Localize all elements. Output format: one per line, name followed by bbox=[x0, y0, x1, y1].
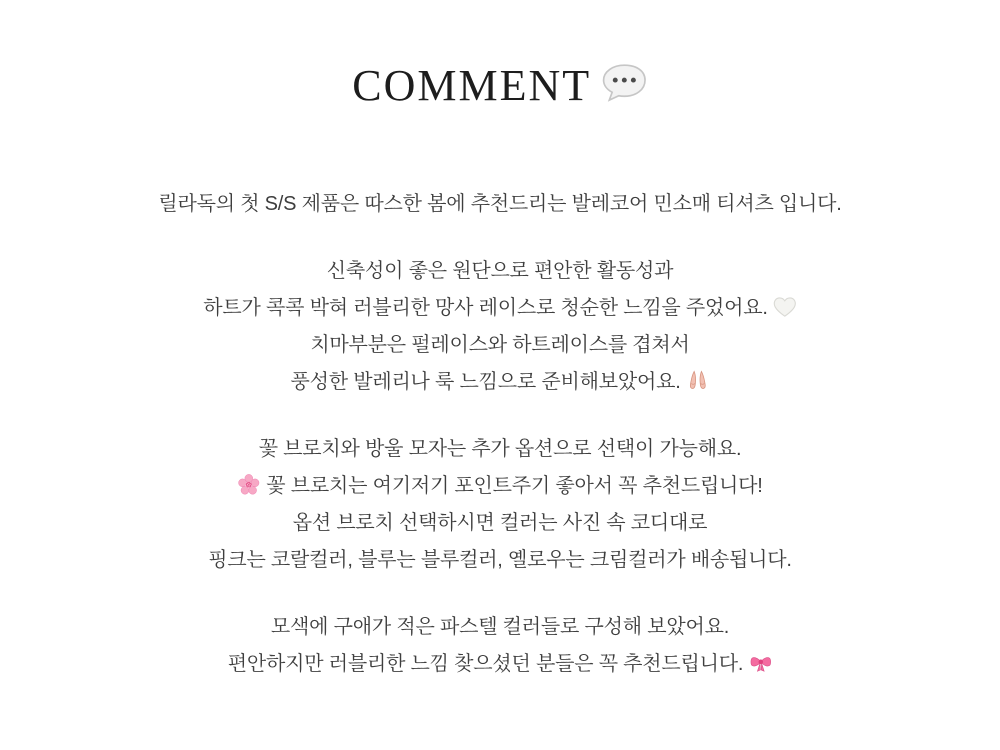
cherry-blossom-icon bbox=[237, 473, 261, 497]
comment-line: 풍성한 발레리나 룩 느낌으로 준비해보았어요. bbox=[0, 364, 1000, 401]
ribbon-icon bbox=[749, 651, 773, 675]
comment-line: 모색에 구애가 적은 파스텔 컬러들로 구성해 보았어요. bbox=[270, 616, 730, 638]
title-emoji-slot bbox=[601, 61, 648, 110]
comment-line: 치마부분은 펄레이스와 하트레이스를 겹쳐서 bbox=[310, 334, 690, 356]
comment-paragraph-intro bbox=[0, 186, 1000, 223]
comment-line: 신축성이 좋은 원단으로 편안한 활동성과 bbox=[326, 260, 674, 282]
speech-balloon-icon bbox=[601, 60, 648, 107]
comment-line: 릴라독의 첫 S/S 제품은 따스한 봄에 추천드리는 발레코어 민소매 티셔츠 입니다. bbox=[158, 193, 842, 215]
ballet-shoes-icon bbox=[686, 369, 710, 393]
page-title bbox=[0, 60, 1000, 112]
comment-paragraph-fabric bbox=[0, 253, 1000, 401]
page-title-text: COMMENT bbox=[352, 61, 592, 110]
comment-line: 꽃 브로치와 방울 모자는 추가 옵션으로 선택이 가능해요. bbox=[258, 438, 742, 460]
comment-line: 옵션 브로치 선택하시면 컬러는 사진 속 코디대로 bbox=[292, 512, 708, 534]
comment-paragraph-closing bbox=[0, 609, 1000, 683]
comment-line: 편안하지만 러블리한 느낌 찾으셨던 분들은 꼭 추천드립니다. bbox=[0, 646, 1000, 683]
comment-line: 하트가 콕콕 박혀 러블리한 망사 레이스로 청순한 느낌을 주었어요. bbox=[0, 290, 1000, 327]
comment-line: 핑크는 코랄컬러, 블루는 블루컬러, 옐로우는 크림컬러가 배송됩니다. bbox=[208, 549, 792, 571]
comment-line: 꽃 브로치는 여기저기 포인트주기 좋아서 꼭 추천드립니다! bbox=[0, 468, 1000, 505]
comment-body bbox=[0, 186, 1000, 683]
white-heart-icon bbox=[773, 295, 797, 319]
comment-paragraph-options bbox=[0, 431, 1000, 579]
